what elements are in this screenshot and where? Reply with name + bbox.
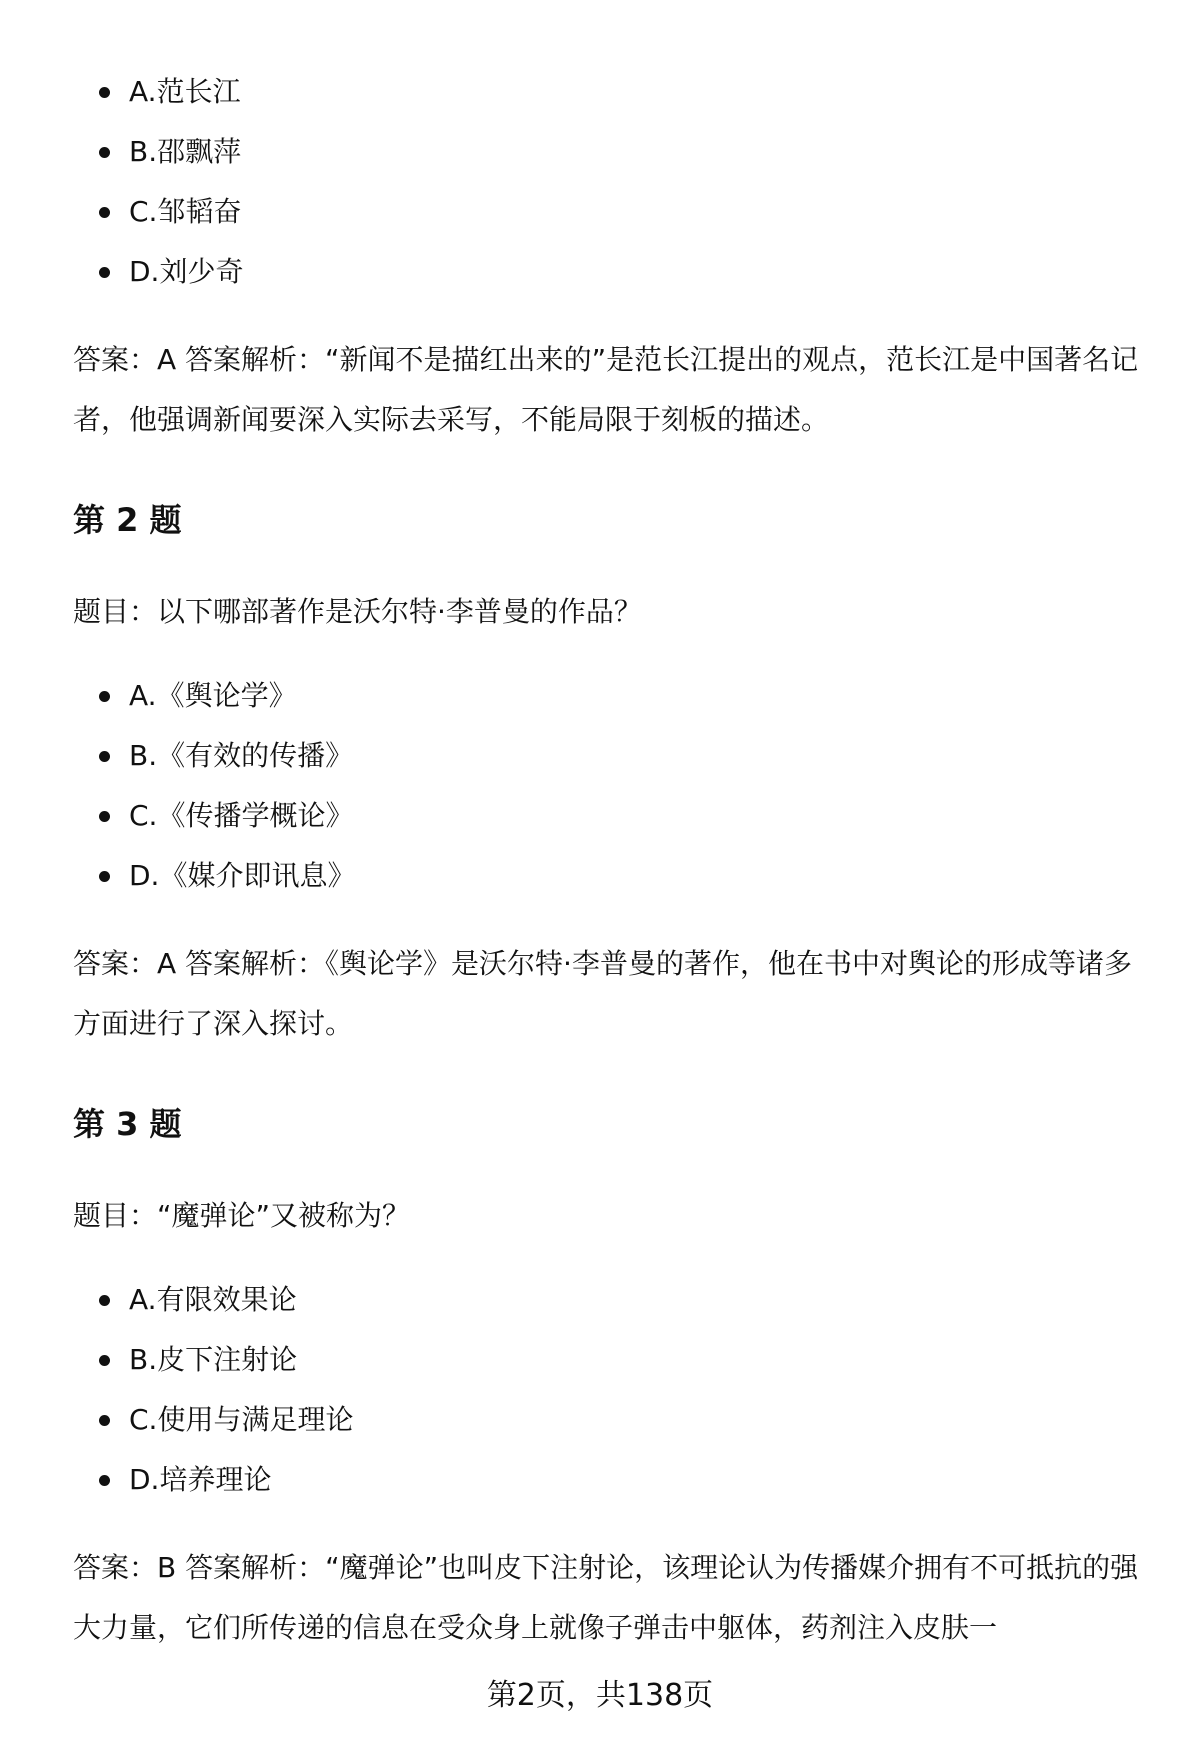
q3-options-list — [73, 1270, 1153, 1510]
q2-option-a — [73, 666, 1153, 726]
q2-option-c — [73, 786, 1153, 846]
q3-option-c — [73, 1390, 1153, 1450]
bullet-icon — [99, 1415, 110, 1426]
option-text: D.培养理论 — [129, 1463, 272, 1496]
bullet-icon — [99, 1355, 110, 1366]
q2-option-d — [73, 846, 1153, 906]
option-text: C.《传播学概论》 — [129, 799, 354, 832]
q3-title: 第 3 题 — [73, 1105, 182, 1143]
bullet-icon — [99, 207, 110, 218]
q2-prompt: 题目：以下哪部著作是沃尔特·李普曼的作品？ — [73, 595, 642, 628]
q1-option-b — [73, 122, 1153, 182]
option-text: D.《媒介即讯息》 — [129, 859, 356, 892]
option-text: B.皮下注射论 — [129, 1343, 298, 1376]
option-text: C.邹韬奋 — [129, 195, 242, 228]
bullet-icon — [99, 267, 110, 278]
q1-option-a — [73, 62, 1153, 122]
q3-answer: 答案：B 答案解析：“魔弹论”也叫皮下注射论，该理论认为传播媒介拥有不可抵抗的强大力量，它们所传递的信息在受众身上就像子弹击中躯体，药剂注入皮肤一 — [73, 1551, 1139, 1644]
q1-answer: 答案：A 答案解析：“新闻不是描红出来的”是范长江提出的观点，范长江是中国著名记者，他强调新闻要深入实际去采写，不能局限于刻板的描述。 — [73, 343, 1139, 436]
bullet-icon — [99, 751, 110, 762]
option-text: B.邵飘萍 — [129, 135, 242, 168]
q2-option-b — [73, 726, 1153, 786]
q2-options-list — [73, 666, 1153, 906]
bullet-icon — [99, 1295, 110, 1306]
option-text: A.范长江 — [129, 75, 241, 108]
page-content — [73, 62, 1153, 1658]
bullet-icon — [99, 1475, 110, 1486]
option-text: A.《舆论学》 — [129, 679, 297, 712]
bullet-icon — [99, 871, 110, 882]
option-text: B.《有效的传播》 — [129, 739, 354, 772]
q1-option-c — [73, 182, 1153, 242]
option-text: C.使用与满足理论 — [129, 1403, 354, 1436]
option-text: D.刘少奇 — [129, 255, 244, 288]
q1-option-d — [73, 242, 1153, 302]
q3-option-b — [73, 1330, 1153, 1390]
q2-title: 第 2 题 — [73, 501, 182, 539]
bullet-icon — [99, 691, 110, 702]
page-number-footer: 第2页，共138页 — [486, 1678, 714, 1713]
q2-answer: 答案：A 答案解析：《舆论学》是沃尔特·李普曼的著作，他在书中对舆论的形成等诸多方面进行了深入探讨。 — [73, 947, 1132, 1040]
q3-option-a — [73, 1270, 1153, 1330]
bullet-icon — [99, 87, 110, 98]
q1-options-list — [73, 62, 1153, 302]
option-text: A.有限效果论 — [129, 1283, 297, 1316]
q3-prompt: 题目：“魔弹论”又被称为？ — [73, 1199, 411, 1232]
bullet-icon — [99, 147, 110, 158]
q3-option-d — [73, 1450, 1153, 1510]
bullet-icon — [99, 811, 110, 822]
